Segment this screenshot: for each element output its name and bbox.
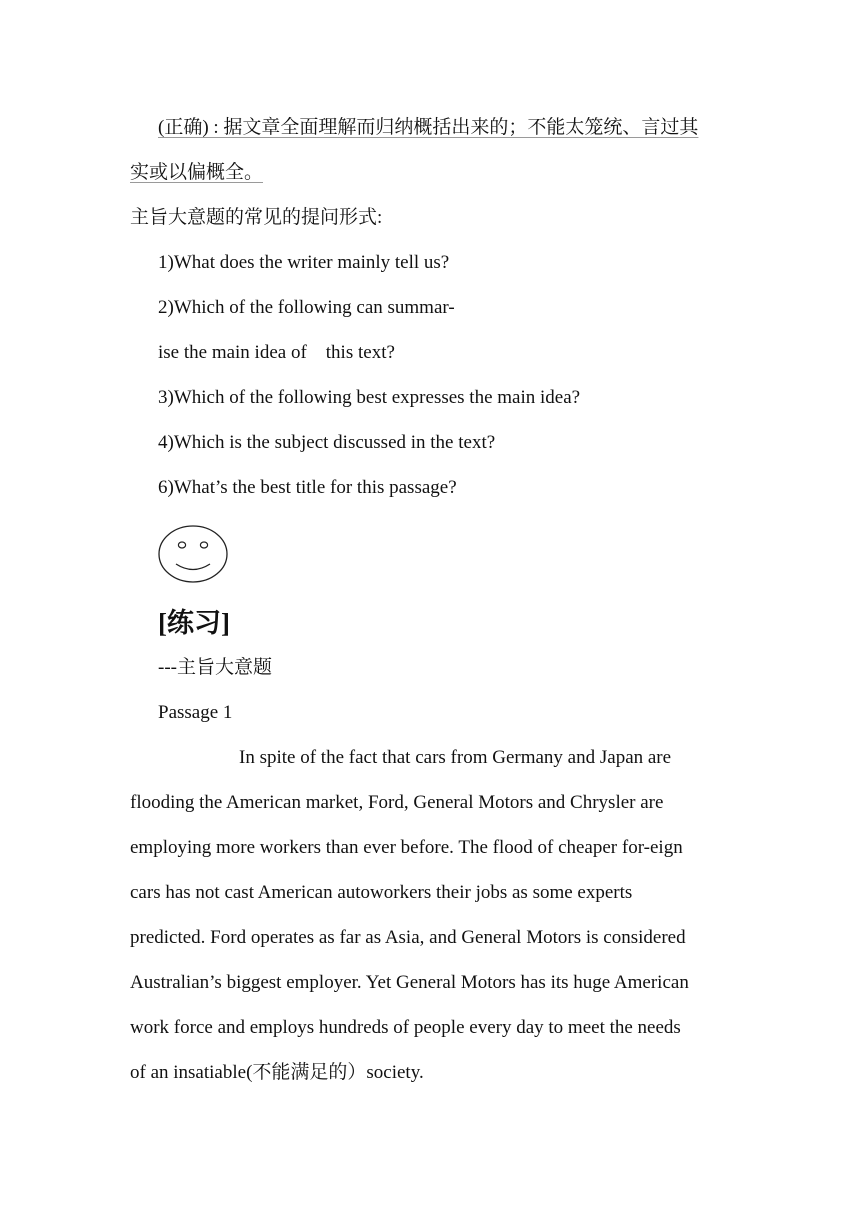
question-forms-title: 主旨大意题的常见的提问形式: <box>130 207 383 228</box>
practice-subheading: ---主旨大意题 <box>158 657 272 678</box>
smiley-face-icon <box>157 523 231 585</box>
question-form-item: 6)What’s the best title for this passage? <box>158 477 457 498</box>
passage-line: work force and employs hundreds of people every day to meet the needs <box>130 1017 681 1038</box>
passage-label: Passage 1 <box>158 702 233 723</box>
passage-line: predicted. Ford operates as far as Asia, and General Motors is considered <box>130 927 686 948</box>
passage-line: cars has not cast American autoworkers their jobs as some experts <box>130 882 633 903</box>
rule-text-line-1: (正确) : 据文章全面理解而归纳概括出来的；不能太笼统、言过其 <box>158 117 699 138</box>
question-form-item: 2)Which of the following can summar- <box>158 297 455 318</box>
question-form-item-continuation: ise the main idea of this text? <box>158 342 395 363</box>
rule-text-line-2: 实或以偏概全。 <box>130 162 264 183</box>
practice-heading: [练习] <box>158 608 230 638</box>
question-form-item: 3)Which of the following best expresses the main idea? <box>158 387 581 408</box>
question-form-item: 4)Which is the subject discussed in the text? <box>158 432 496 453</box>
passage-line: of an insatiable(不能满足的）society. <box>130 1062 424 1083</box>
passage-line: Australian’s biggest employer. Yet General Motors has its huge American <box>130 972 689 993</box>
question-form-item: 1)What does the writer mainly tell us? <box>158 252 450 273</box>
passage-line: In spite of the fact that cars from Germany and Japan are <box>239 747 672 768</box>
passage-line: employing more workers than ever before. The flood of cheaper for-eign <box>130 837 683 858</box>
passage-line: flooding the American market, Ford, General Motors and Chrysler are <box>130 792 664 813</box>
